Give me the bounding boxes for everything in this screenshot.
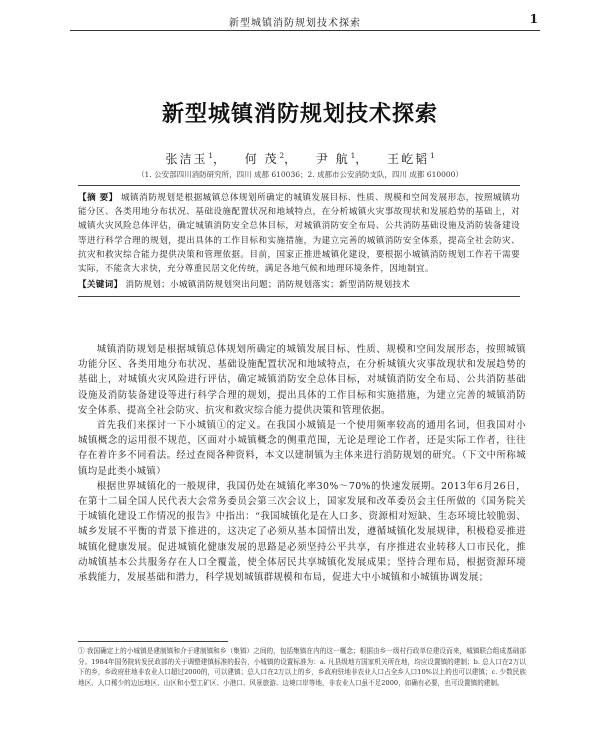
affiliation: （1. 公安部四川消防研究所，四川 成都 610036；2. 成都市公安消防支队，四川 成都 610000） (137, 170, 463, 179)
header-rule (70, 30, 540, 31)
running-header: 新型城镇消防规划技术探索 (229, 18, 361, 29)
author: 张洁玉$^1$， (165, 152, 227, 166)
keywords (78, 278, 520, 292)
author: 何 茂$^2$， (244, 152, 299, 166)
author-list (70, 150, 530, 167)
author: 王屹韬$^1$ (387, 152, 435, 166)
keywords-text: 消防规划；小城镇消防规划突出问题；消防规划落实；新型消防规划技术 (125, 280, 411, 291)
body-paragraph: 首先我们来探讨一下小城镇①的定义。在我国小城镇是一个使用频率较高的通用名词，但我国对小城镇概念的运用很不规范，区面对小城镇概念的侧重范围，无论是理论工作者，还是实际工作者，往往存在着许多不同看法。经过查阅各种资料，本文以建制镇为主体来进行消防规划的研究。（下文中所称城镇均是此类小城镇） (78, 420, 526, 477)
footnote: ① 我国确定上的小城镇是建制镇和介于建制镇和乡（集镇）之间的，包括集镇在内的这一概念；根据由乡一级村行政单位建设而来，城镇联合组成基础部分。1984年国务院转发民政部的关于调整建镇标准的报告，小城镇的设置标准为：a. 凡县级地方国家机关所在地，均应设置镇的建制；b. 总人口在2万以下的乡，乡政府驻地非农业人口超过2000的，可以建镇；总人口在2万以上的乡，乡政府驻地非农业人口占全乡人口10%以上的也可以建镇；c. 少数民族地区、人口稀少的边远地区、山区和小型工矿区、小港口、风景旅游、边境口岸等地，非农业人口虽不足2000，如确有必要，也可设置镇的建制。 (78, 647, 526, 687)
body-text (78, 342, 526, 585)
abstract-text: 城镇消防规划是根据城镇总体规划所确定的城镇发展目标、性质、规模和空间发展形态，按照城镇功能分区、各类用地分布状况、基础设施配置状况和地域特点，在分析城镇火灾事故现状和发展趋势的基础上，对城镇火灾风险总体评估，确定城镇消防安全总体目标，对城镇消防安全布局、公共消防基础设施及消防装备建设等进行科学合理的规划，提出具体的工作目标和实施措施，为建立完善的城镇消防安全体系，提高全社会防灾、抗灾和救灾综合能力提供决策和管理依据。目前，国家正推进城镇化建设，要根据小城镇消防规划工作若干需要实际，不能贪大求快，充分尊重民居文化传统，满足各地气候和地理环境条件，因地制宜。 (78, 193, 520, 275)
page-number: 1 (529, 12, 538, 26)
abstract-label: 【摘 要】 (78, 193, 118, 203)
keywords-label: 【关键词】 (78, 280, 123, 291)
abstract (78, 191, 520, 276)
author: 尹 航$^1$， (315, 152, 370, 166)
abstract-section (78, 185, 520, 297)
body-paragraph: 城镇消防规划是根据城镇总体规划所确定的城镇发展目标、性质、规模和空间发展形态，按照城镇功能分区、各类用地分布状况、基础设施配置状况和地域特点，在分析城镇火灾事故现状和发展趋势的基础上，对城镇火灾风险进行评估，确定城镇消防安全总体目标，对城镇消防安全布局、公共消防基础设施及消防装备建设等进行科学合理的规划，提出具体的工作目标和实施措施，为建立完善的城镇消防安全体系、提高全社会防灾、抗灾和救灾综合能力提供决策和管理依据。 (78, 344, 526, 416)
body-paragraph: 根据世界城镇化的一般规律，我国仍处在城镇化率30%～70%的快速发展期。2013年6月26日，在第十二届全国人民代表大会常务委员会第三次会议上，国家发展和改革委员会主任所做的《国务院关于城镇化建设工作情况的报告》中指出：“我国城镇化是在人口多、资源相对短缺、生态环境比较脆弱、城乡发展不平衡的背景下推进的，这决定了必须从基本国情出发，遵循城镇化发展规律，积极稳妥推进城镇化健康发展。促进城镇化健康发展的思路是必须坚持公平共享，有序推进农业转移人口市民化，推动城镇基本公共服务存在人口全覆盖，使全体居民共享城镇化发展成果；坚持合理布局，根据资源环境承载能力，发展基础和潜力，科学规划城镇群规模和布局，促进大中小城镇和小城镇协调发展； (78, 480, 526, 584)
paper-title: 新型城镇消防规划技术探索 (161, 102, 438, 127)
footnote-rule (78, 641, 228, 642)
